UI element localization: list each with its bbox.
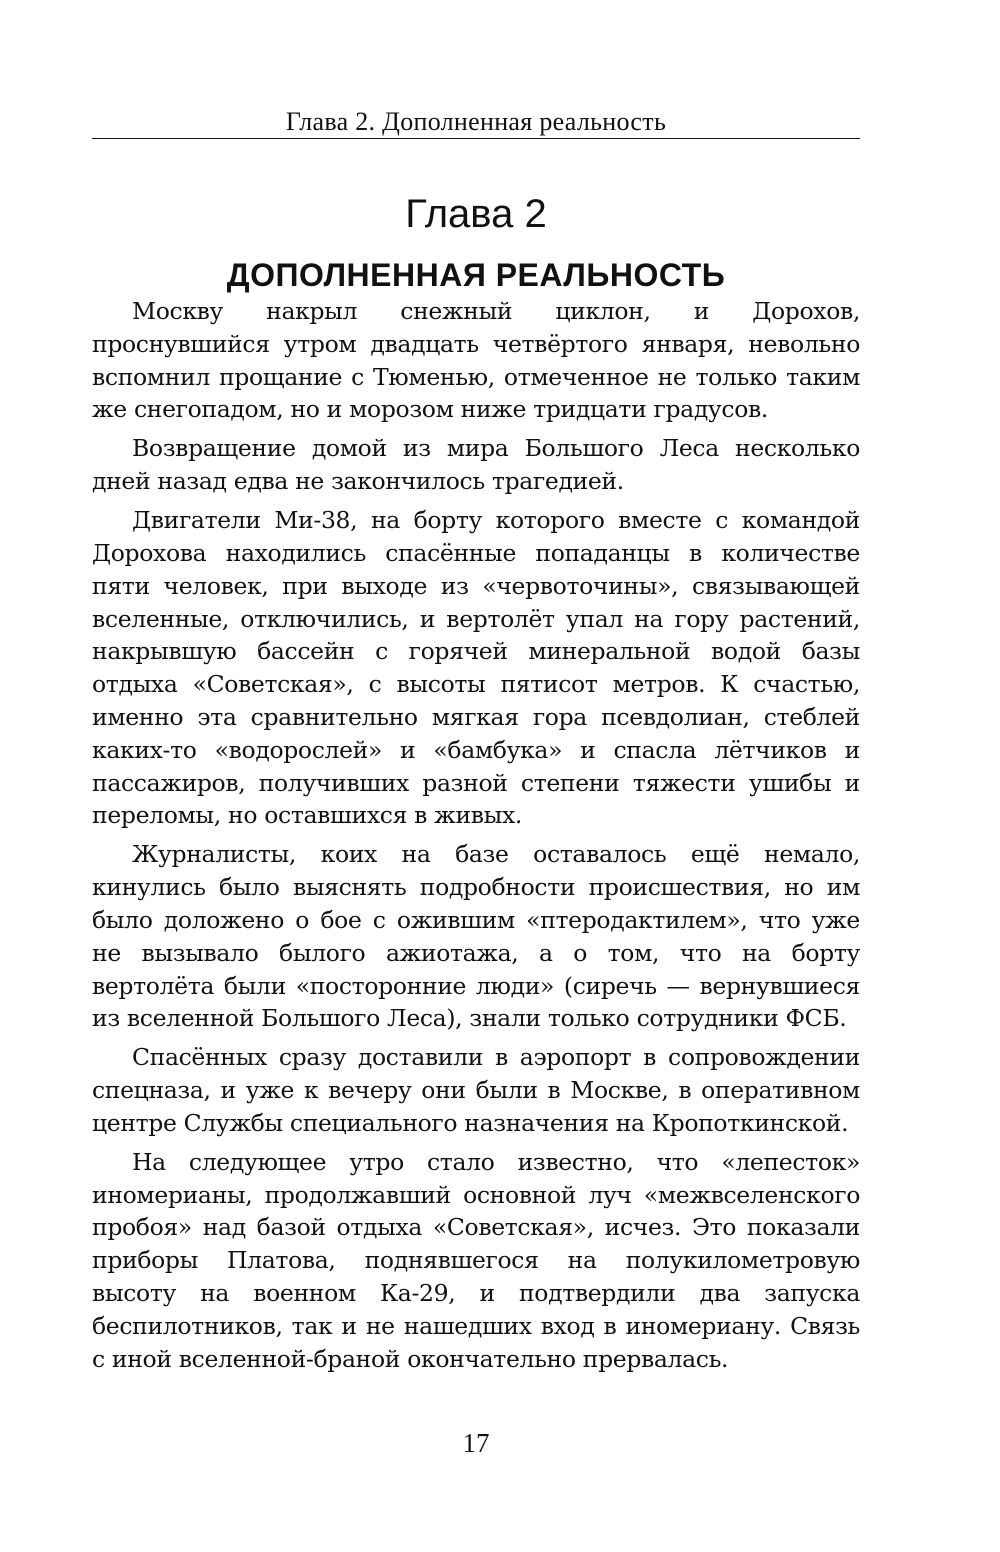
- header-divider: [92, 138, 860, 139]
- chapter-title: ДОПОЛНЕННАЯ РЕАЛЬНОСТЬ: [226, 256, 726, 293]
- page-number: 17: [462, 1428, 490, 1458]
- paragraph: На следующее утро стало известно, что «лепесток» иномерианы, продолжавший основной луч «межвселенского пробоя» над базой отдыха «Советская», исчез. Это показали приборы Платова, поднявшегося на полукилометровую высоту на военном Ка-29, и подтвердили два запуска беспилотников, так и не нашедших вход в иномериану. Связь с иной вселенной-браной окончательно прервалась.: [92, 1147, 860, 1373]
- paragraph: Москву накрыл снежный циклон, и Дорохов, проснувшийся утром двадцать четвёртого января, невольно вспомнил прощание с Тюменью, отмеченное не только таким же снегопадом, но и морозом ниже тридцати градусов.: [92, 297, 860, 424]
- paragraph: Возвращение домой из мира Большого Леса несколько дней назад едва не закончилось трагедией.: [92, 434, 860, 496]
- book-page: [92, 0, 860, 1552]
- paragraph: Двигатели Ми-38, на борту которого вместе с командой Дорохова находились спасённые попаданцы в количестве пяти человек, при выходе из «червоточины», связывающей вселенные, отключились, и вертолёт упал на гору растений, накрывшую бассейн с горячей минеральной водой базы отдыха «Советская», с высоты пятисот метров. К счастью, именно эта сравнительно мягкая гора псевдолиан, стеблей каких-то «водорослей» и «бамбука» и спасла лётчиков и пассажиров, получивших разной степени тяжести ушибы и переломы, но оставшихся в живых.: [92, 506, 860, 830]
- body-text: [92, 295, 860, 1382]
- paragraph: Журналисты, коих на базе оставалось ещё немало, кинулись было выяснять подробности происшествия, но им было доложено о бое с ожившим «птеродактилем», что уже не вызывало былого ажиотажа, а о том, что на борту вертолёта были «посторонние люди» (сиречь — вернувшиеся из вселенной Большого Леса), знали только сотрудники ФСБ.: [92, 840, 860, 1033]
- paragraph: Спасённых сразу доставили в аэропорт в сопровождении спецназа, и уже к вечеру они были в Москве, в оперативном центре Службы специального назначения на Кропоткинской.: [92, 1043, 860, 1137]
- running-head: Глава 2. Дополненная реальность: [285, 107, 667, 136]
- chapter-number: Глава 2: [405, 191, 547, 236]
